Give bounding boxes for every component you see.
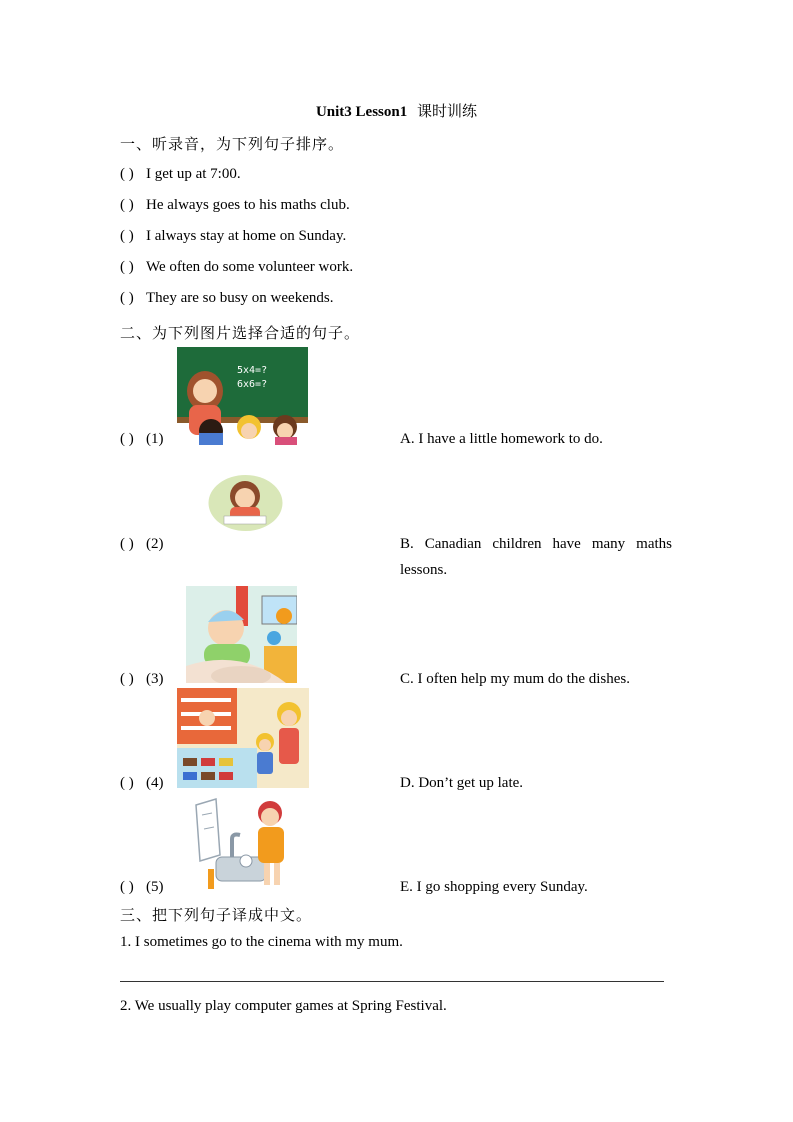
- answer-paren: ( ): [120, 536, 134, 552]
- option-e: E. I go shopping every Sunday.: [400, 879, 588, 895]
- option-a: A. I have a little homework to do.: [400, 431, 603, 447]
- match-row-3: ( ) (3): [120, 671, 164, 687]
- option-b: B. Canadian children have many maths lessons.: [400, 536, 672, 578]
- section1-item: ( ) We often do some volunteer work.: [120, 259, 354, 275]
- picture-dishes: [186, 795, 298, 892]
- section1-item: ( ) I get up at 7:00.: [120, 166, 241, 182]
- answer-paren: ( ): [120, 228, 134, 244]
- answer-paren: ( ): [120, 879, 134, 895]
- answer-paren: ( ): [120, 290, 134, 306]
- picture-classroom: [177, 347, 308, 445]
- answer-paren: ( ): [120, 197, 134, 213]
- picture-wake-up: [186, 586, 297, 683]
- answer-paren: ( ): [120, 431, 134, 447]
- page-title: [0, 100, 793, 121]
- section1-item: ( ) He always goes to his maths club.: [120, 197, 350, 213]
- title-en: Unit3 Lesson1: [315, 104, 408, 120]
- match-row-5: ( ) (5): [120, 879, 164, 895]
- section2-heading: 二、为下列图片选择合适的句子。: [120, 326, 361, 342]
- picture-shopping: [177, 688, 309, 788]
- answer-paren: ( ): [120, 259, 134, 275]
- option-d: D. Don’t get up late.: [400, 775, 524, 791]
- match-row-4: ( ) (4): [120, 775, 164, 791]
- match-row-2: ( ) (2): [120, 536, 164, 552]
- section1-heading: 一、听录音，为下列句子排序。: [120, 137, 345, 153]
- title-cn: 课时训练: [417, 104, 478, 120]
- answer-line[interactable]: [120, 981, 664, 982]
- section1-item: ( ) I always stay at home on Sunday.: [120, 228, 347, 244]
- picture-homework: [208, 474, 283, 532]
- board-line-1: 5x4=?: [237, 365, 268, 376]
- option-c: C. I often help my mum do the dishes.: [400, 671, 630, 687]
- answer-paren: ( ): [120, 166, 134, 182]
- section3-heading: 三、把下列句子译成中文。: [120, 908, 313, 924]
- section1-item: ( ) They are so busy on weekends.: [120, 290, 334, 306]
- board-line-2: 6x6=?: [237, 379, 268, 390]
- answer-paren: ( ): [120, 775, 134, 791]
- match-row-1: ( ) (1): [120, 431, 164, 447]
- translate-item-1: 1. I sometimes go to the cinema with my mum.: [120, 934, 403, 950]
- translate-item-2: 2. We usually play computer games at Spring Festival.: [120, 998, 447, 1014]
- answer-paren: ( ): [120, 671, 134, 687]
